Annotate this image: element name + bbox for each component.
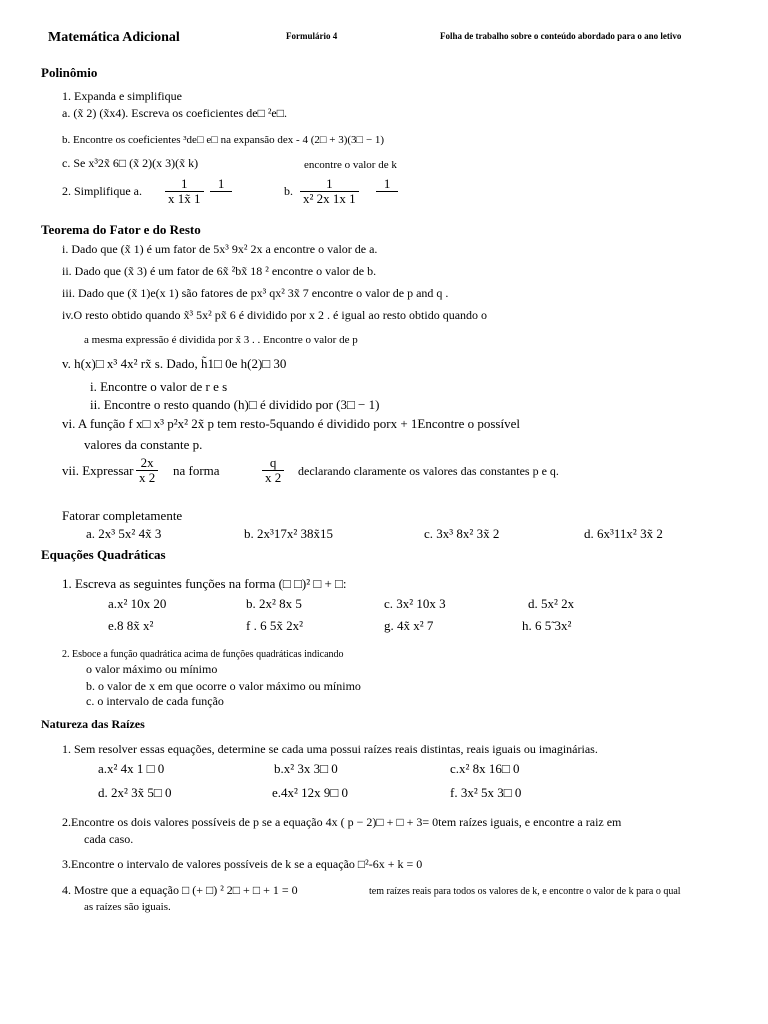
fatorar-a: a. 2x³ 5x² 4x̃ 3 bbox=[86, 526, 162, 541]
poly-q1c: c. Se x³2x̃ 6□ (x̃ 2)(x 3)(x̃ k) bbox=[62, 156, 199, 170]
teo-vi: vi. A função f x□ x³ p²x² 2x̃ p tem resto-5quando é dividido porx + 1Encontre o possível bbox=[62, 416, 520, 431]
worksheet-label: Folha de trabalho sobre o conteúdo abordado para o ano letivo bbox=[440, 31, 682, 41]
poly-q2b-label: b. bbox=[284, 184, 293, 198]
teo-iv-2: a mesma expressão é dividida por x̃ 3 . . Encontre o valor de p bbox=[84, 334, 358, 346]
quad-q2a: o valor máximo ou mínimo bbox=[86, 662, 218, 676]
fraction-denominator: x² 2x 1x 1 bbox=[300, 191, 359, 206]
teo-vii-b: na forma bbox=[173, 463, 220, 478]
fatorar-b: b. 2x³17x² 38x̃15 bbox=[244, 526, 334, 541]
nat-d: d. 2x² 3x̃ 5□ 0 bbox=[98, 785, 172, 800]
quad-b: b. 2x² 8x 5 bbox=[246, 596, 302, 611]
nat-q2-2: cada caso. bbox=[84, 832, 134, 846]
quad-h: h. 6 5̃ 3x² bbox=[522, 618, 572, 633]
teo-vi-2: valores da constante p. bbox=[84, 437, 203, 452]
fraction-denominator bbox=[210, 191, 232, 206]
poly-q1: 1. Expanda e simplifique bbox=[62, 89, 182, 103]
quad-q2c: c. o intervalo de cada função bbox=[86, 694, 224, 708]
nat-q4: 4. Mostre que a equação □ (+ □) ² 2□ + □ + 1 = 0 bbox=[62, 883, 298, 897]
teo-v-i: i. Encontre o valor de r e s bbox=[90, 379, 228, 394]
teo-iv: iv.O resto obtido quando x̃³ 5x² px̃ 6 é dividido por x 2 . é igual ao resto obtido quando o bbox=[62, 308, 488, 322]
quad-q1: 1. Escreva as seguintes funções na forma (□ □)² □ + □: bbox=[62, 576, 347, 591]
quad-g: g. 4x̃ x² 7 bbox=[384, 618, 434, 633]
nat-a: a.x² 4x 1 □ 0 bbox=[98, 761, 165, 776]
quad-c: c. 3x² 10x 3 bbox=[384, 596, 446, 611]
nat-q1: 1. Sem resolver essas equações, determine se cada uma possui raízes reais distintas, reais iguais ou imaginárias. bbox=[62, 742, 598, 756]
quad-e: e.8 8x̃ x² bbox=[108, 618, 154, 633]
poly-q2b-fraction bbox=[300, 177, 359, 207]
fraction-numerator: 2x bbox=[140, 455, 154, 470]
nat-e: e.4x² 12x 9□ 0 bbox=[272, 785, 349, 800]
section-natureza: Natureza das Raízes bbox=[41, 717, 145, 731]
nat-f: f. 3x² 5x 3□ 0 bbox=[450, 785, 522, 800]
section-polinomio: Polinômio bbox=[41, 65, 98, 80]
fraction-numerator: 1 bbox=[217, 176, 225, 191]
nat-q3: 3.Encontre o intervalo de valores possíveis de k se a equação □²-6x + k = 0 bbox=[62, 857, 423, 871]
quad-d: d. 5x² 2x bbox=[528, 596, 575, 611]
nat-q2: 2.Encontre os dois valores possíveis de p se a equação 4x ( p − 2)□ + □ + 3= 0tem raízes iguais, e encontre a raiz em bbox=[62, 815, 622, 829]
teo-iii: iii. Dado que (x̃ 1)e(x 1) são fatores de px³ qx² 3x̃ 7 encontre o valor de p and q . bbox=[62, 286, 449, 300]
teo-v-ii: ii. Encontre o resto quando (h)□ é dividido por (3□ − 1) bbox=[90, 397, 380, 412]
poly-q2b-fraction-2 bbox=[376, 177, 398, 207]
quad-a: a.x² 10x 20 bbox=[108, 596, 167, 611]
poly-q2a-fraction bbox=[165, 177, 204, 207]
fatorar-d: d. 6x³11x² 3x̃ 2 bbox=[584, 526, 663, 541]
fraction-numerator: q bbox=[269, 455, 277, 470]
fatorar-c: c. 3x³ 8x² 3x̃ 2 bbox=[424, 526, 500, 541]
poly-q2a-fraction-2 bbox=[210, 177, 232, 207]
subject-title: Matemática Adicional bbox=[48, 30, 180, 45]
poly-q1a: a. (x̃ 2) (x̃x4). Escreva os coeficientes de□ ²e□. bbox=[62, 106, 287, 120]
nat-q4-2: as raízes são iguais. bbox=[84, 901, 171, 913]
fraction-numerator: 1 bbox=[383, 176, 391, 191]
teo-vii-fraction-2 bbox=[262, 456, 284, 486]
poly-q2: 2. Simplifique a. bbox=[62, 184, 142, 198]
teo-ii: ii. Dado que (x̃ 3) é um fator de 6x̃ ²bx̃ 18 ² encontre o valor de b. bbox=[62, 264, 377, 278]
poly-q1b: b. Encontre os coeficientes ³de□ e□ na expansão dex - 4 (2□ + 3)(3□ − 1) bbox=[62, 134, 385, 146]
nat-b: b.x² 3x 3□ 0 bbox=[274, 761, 338, 776]
fraction-denominator bbox=[376, 191, 398, 206]
fatorar-label: Fatorar completamente bbox=[62, 508, 183, 523]
fraction-numerator: 1 bbox=[181, 176, 188, 191]
teo-i: i. Dado que (x̃ 1) é um fator de 5x³ 9x² 2x a encontre o valor de a. bbox=[62, 242, 378, 256]
fraction-denominator: x 2 bbox=[136, 470, 158, 485]
teo-v: v. h(x)□ x³ 4x² rx̃ s. Dado, h̃1□ 0e h(2)□ 30 bbox=[62, 356, 287, 371]
quad-f: f . 6 5x̃ 2x² bbox=[246, 618, 303, 633]
nat-q4-tail: tem raízes reais para todos os valores de k, e encontre o valor de k para o qual bbox=[369, 886, 681, 897]
form-label: Formulário 4 bbox=[286, 31, 338, 41]
fraction-numerator: 1 bbox=[326, 176, 333, 191]
nat-c: c.x² 8x 16□ 0 bbox=[450, 761, 520, 776]
fraction-denominator: x 1x̃ 1 bbox=[165, 191, 204, 206]
poly-q1c-tail: encontre o valor de k bbox=[304, 159, 397, 171]
teo-vii-c: declarando claramente os valores das constantes p e q. bbox=[298, 464, 559, 478]
teo-vii-a: vii. Expressar bbox=[62, 463, 134, 478]
quad-q2b: b. o valor de x em que ocorre o valor máximo ou mínimo bbox=[86, 679, 361, 693]
section-teorema: Teorema do Fator e do Resto bbox=[41, 222, 201, 237]
quad-q2: 2. Esboce a função quadrática acima de funções quadráticas indicando bbox=[62, 649, 344, 660]
fraction-denominator: x 2 bbox=[262, 470, 284, 485]
teo-vii-fraction bbox=[136, 456, 158, 486]
section-quadraticas: Equações Quadráticas bbox=[41, 547, 166, 562]
